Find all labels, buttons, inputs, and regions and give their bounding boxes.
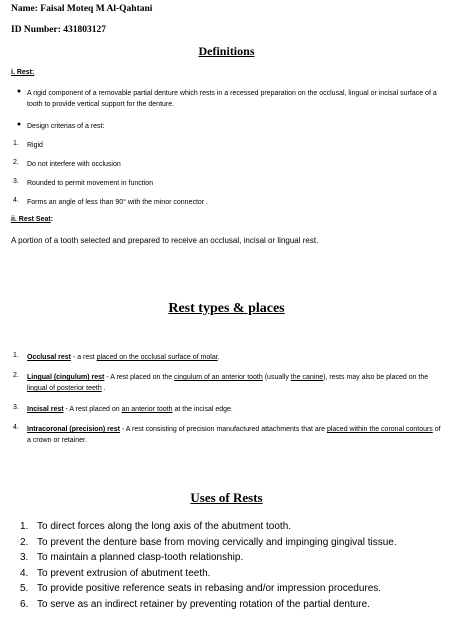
- criteria-item: [11, 159, 441, 170]
- use-item: [20, 566, 440, 582]
- uses-title: Uses of Rests: [190, 490, 263, 505]
- rest-types-title: Rest types & places: [168, 301, 285, 316]
- rest-type-highlight: the canine: [290, 374, 324, 381]
- use-item: [20, 581, 440, 597]
- use-number: 1.: [20, 521, 29, 532]
- use-item: [20, 597, 440, 613]
- rest-type-text: [27, 424, 441, 446]
- rest-type-desc: .: [101, 385, 106, 392]
- criteria-item: [11, 197, 441, 208]
- definitions-title: Definitions: [198, 44, 255, 58]
- rest-heading: i. Rest:: [11, 69, 35, 76]
- rest-seat-heading: [11, 216, 53, 223]
- use-text: To direct forces along the long axis of the abutment tooth.: [37, 521, 292, 532]
- rest-type-desc: .: [217, 354, 220, 361]
- bullet-icon: ●: [16, 121, 22, 128]
- student-name: Name: Faisal Moteq M Al-Qahtani: [11, 4, 153, 14]
- rest-type-desc: ), rests may also be placed on the: [323, 374, 429, 381]
- criteria-text: Forms an angle of less than 90° with the minor connector .: [27, 199, 209, 206]
- rest-type-text: [27, 372, 441, 394]
- criteria-number: 3.: [13, 178, 19, 185]
- rest-type-number: 3.: [13, 404, 19, 411]
- rest-type-item: [11, 372, 441, 394]
- design-criteria-item: [11, 121, 441, 132]
- rest-type-name: Occlusal rest: [27, 354, 71, 361]
- use-number: 6.: [20, 599, 29, 610]
- criteria-number: 4.: [13, 197, 19, 204]
- rest-type-desc: of a crown or retainer.: [27, 426, 441, 444]
- rest-seat-colon: :: [50, 216, 54, 223]
- rest-type-desc: at the incisal edge.: [172, 406, 233, 413]
- rest-type-text: [27, 404, 441, 415]
- use-number: 5.: [20, 583, 29, 594]
- criteria-number: 2.: [13, 159, 19, 166]
- rest-type-item: [11, 404, 441, 415]
- use-text: To prevent the denture base from moving cervically and impinging gingival tissue.: [37, 537, 397, 548]
- use-item: [20, 519, 440, 535]
- use-number: 2.: [20, 537, 29, 548]
- rest-type-highlight: placed on the occlusal surface of molar: [96, 354, 218, 361]
- rest-type-item: [11, 424, 441, 446]
- rest-definition-text: A rigid component of a removable partial denture which rests in a recessed preparation on the occlusal, lingual or incisal surface of a tooth to provide vertical support for the denture.: [27, 90, 437, 108]
- use-text: To prevent extrusion of abutment teeth.: [37, 568, 211, 579]
- use-item: [20, 535, 440, 551]
- rest-type-highlight: cingulum of an anterior tooth: [174, 374, 263, 381]
- rest-type-name: Incisal rest: [27, 406, 64, 413]
- use-text: To maintain a planned clasp-tooth relationship.: [37, 552, 244, 563]
- rest-type-desc: (usually: [262, 374, 291, 381]
- design-criteria-text: Design criterias of a rest:: [27, 123, 105, 130]
- bullet-icon: ●: [16, 88, 22, 95]
- use-item: [20, 550, 440, 566]
- rest-type-highlight: placed within the coronal contours: [326, 426, 433, 433]
- rest-type-desc: - A rest consisting of precision manufactured attachments that are: [119, 426, 327, 433]
- criteria-item: [11, 178, 441, 189]
- use-text: To serve as an indirect retainer by preventing rotation of the partial denture.: [37, 599, 370, 610]
- rest-type-name: Intracoronal (precision) rest: [27, 426, 120, 433]
- rest-type-number: 1.: [13, 352, 19, 359]
- student-id: ID Number: 431803127: [11, 25, 106, 35]
- use-number: 3.: [20, 552, 29, 563]
- criteria-number: 1.: [13, 140, 19, 147]
- rest-seat-definition: A portion of a tooth selected and prepared to receive an occlusal, incisal or lingual rest.: [11, 236, 319, 245]
- rest-type-text: [27, 352, 441, 363]
- use-text: To provide positive reference seats in rebasing and/or impression procedures.: [37, 583, 382, 594]
- use-number: 4.: [20, 568, 29, 579]
- rest-type-desc: - a rest: [70, 354, 97, 361]
- criteria-text: Do not interfere with occlusion: [27, 161, 121, 168]
- rest-type-highlight: lingual of posterior teeth: [27, 385, 102, 392]
- rest-type-desc: - A rest placed on the: [104, 374, 175, 381]
- criteria-text: Rigid: [27, 142, 43, 149]
- rest-type-highlight: an anterior tooth: [121, 406, 173, 413]
- rest-type-name: Lingual (cingulum) rest: [27, 374, 105, 381]
- rest-type-number: 2.: [13, 372, 19, 379]
- rest-type-item: [11, 352, 441, 363]
- criteria-text: Rounded to permit movement in function: [27, 180, 154, 187]
- rest-type-desc: - A rest placed on: [63, 406, 122, 413]
- rest-definition-item: [11, 88, 441, 110]
- rest-type-number: 4.: [13, 424, 19, 431]
- criteria-item: [11, 140, 441, 151]
- rest-seat-heading-text: ii. Rest Seat: [11, 216, 51, 223]
